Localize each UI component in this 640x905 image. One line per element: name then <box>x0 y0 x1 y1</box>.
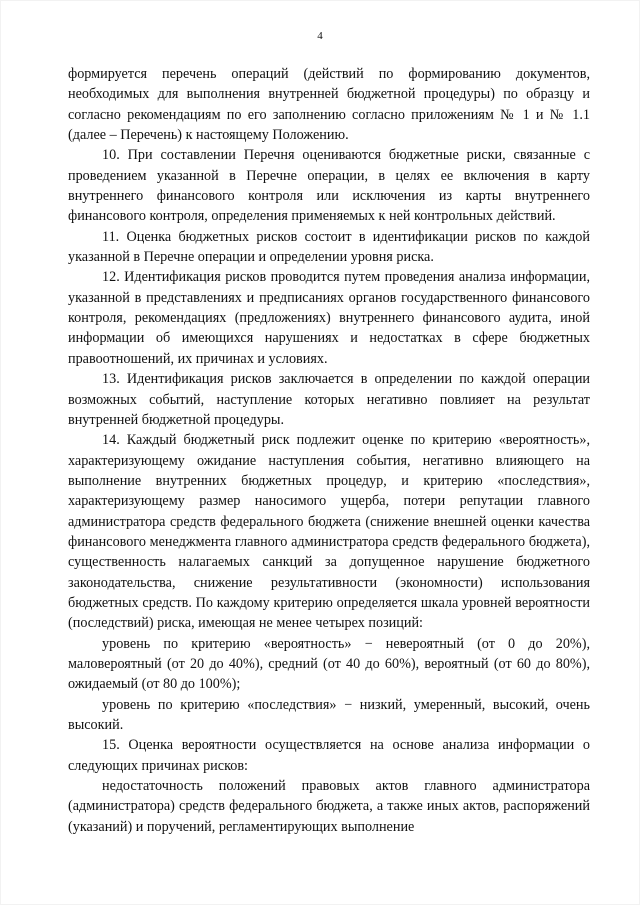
probability-scale-paragraph: уровень по критерию «вероятность» − невероятный (от 0 до 20%), маловероятный (от 20 до 40%), средний (от 40 до 60%), вероятный (от 60 до 80%), ожидаемый (от 80 до 100%); <box>68 635 590 693</box>
paragraph-12: 12. Идентификация рисков проводится путем проведения анализа информации, указанной в представлениях и предписаниях органов государственного финансового контроля, рекомендациях (предложениях) внутреннего финансового аудита, иной информации об имеющихся нарушениях и недостатках в сфере бюджетных правоотношений, их причинах и условиях. <box>68 269 590 367</box>
paragraph-11: 11. Оценка бюджетных рисков состоит в идентификации рисков по каждой указанной в Перечне операции и определении уровня риска. <box>68 228 590 266</box>
consequence-scale-paragraph: уровень по критерию «последствия» − низкий, умеренный, высокий, очень высокий. <box>68 696 590 733</box>
paragraph-10: 10. При составлении Перечня оцениваются бюджетные риски, связанные с проведением указанной в Перечне операции, в целях ее включения в карту внутреннего финансового контроля или исключения из карты внутреннего финансового контроля, определения применяемых к ней контрольных действий. <box>68 147 590 225</box>
paragraph-continuation: формируется перечень операций (действий по формированию документов, необходимых для выполнения внутренней бюджетной процедуры) по образцу и согласно рекомендациям по его заполнению согласно приложениям № 1 и № 1.1 (далее – Перечень) к настоящему Положению. <box>68 66 590 144</box>
paragraph-13: 13. Идентификация рисков заключается в определении по каждой операции возможных событий, наступление которых негативно повлияет на результат внутренней бюджетной процедуры. <box>68 371 590 428</box>
paragraph-15: 15. Оценка вероятности осуществляется на основе анализа информации о следующих причинах рисков: <box>68 737 590 774</box>
risk-cause-paragraph: недостаточность положений правовых актов главного администратора (администратора) средств федерального бюджета, а также иных актов, распоряжений (указаний) и поручений, регламентирующих выполнение <box>68 778 590 835</box>
document-body <box>68 64 590 837</box>
paragraph-14: 14. Каждый бюджетный риск подлежит оценке по критерию «вероятность», характеризующему ожидание наступления события, негативно влияющего на выполнение внутренних бюджетных процедур, и критерию «последствия», характеризующему размер наносимого ущерба, потери репутации главного администратора средств федерального бюджета (снижение внешней оценки качества финансового менеджмента главного администратора средств федерального бюджета), существенность налагаемых санкций за допущенное нарушение бюджетного законодательства, снижение результативности (экономности) использования бюджетных средств. По каждому критерию определяется шкала уровней вероятности (последствий) риска, имеющая не менее четырех позиций: <box>68 432 590 632</box>
page-number: 4 <box>317 30 323 42</box>
